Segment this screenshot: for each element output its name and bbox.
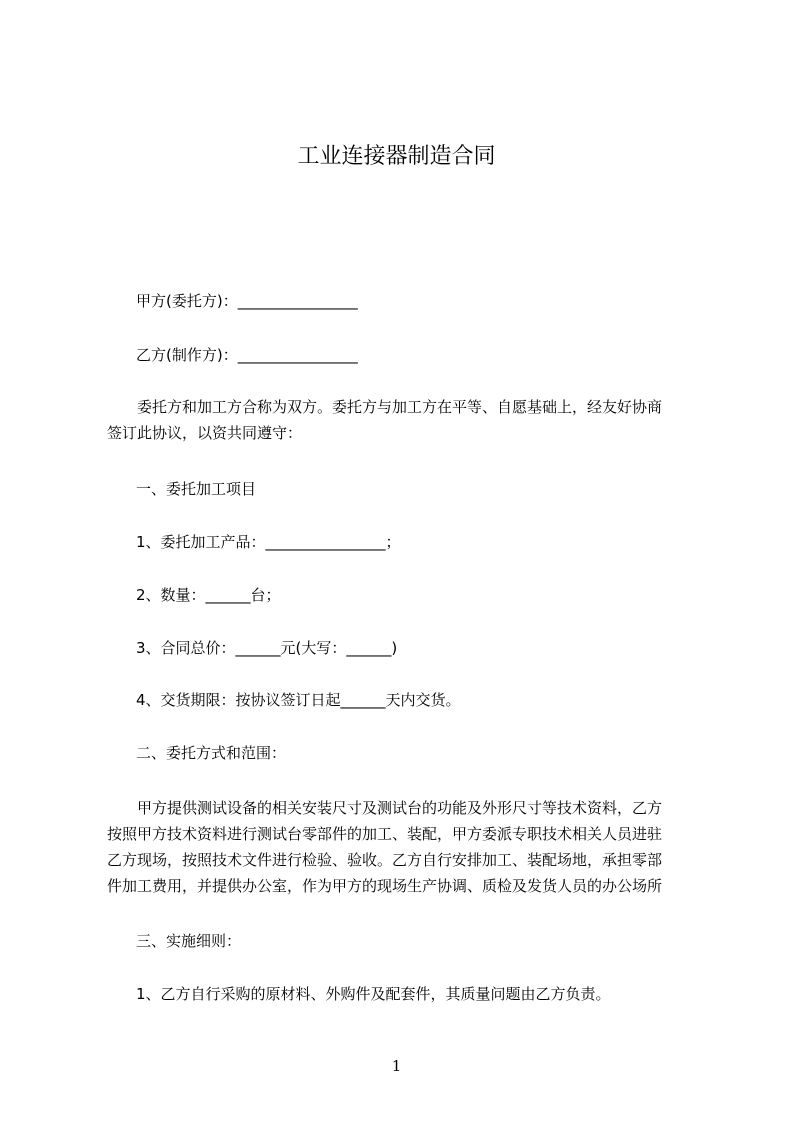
section-2-line-4: 件加工费用，并提供办公室，作为甲方的现场生产协调、质检及发货人员的办公场所 xyxy=(107,877,663,895)
section-2-line-2: 按照甲方技术资料进行测试台零部件的加工、装配，甲方委派专职技术相关人员进驻 xyxy=(107,825,663,843)
page-number: 1 xyxy=(391,1057,402,1075)
item-1-3: 3、合同总价：______元(大写：______) xyxy=(136,639,398,657)
section-3-heading: 三、实施细则： xyxy=(136,932,242,950)
intro-paragraph xyxy=(107,394,697,446)
intro-line-1: 委托方和加工方合称为双方。委托方与加工方在平等、自愿基础上，经友好协商 xyxy=(137,398,663,416)
document-title: 工业连接器制造合同 xyxy=(297,144,496,169)
section-2-line-3: 乙方现场，按照技术文件进行检验、验收。乙方自行安排加工、装配场地，承担零部 xyxy=(107,851,663,869)
item-1-4: 4、交货期限：按协议签订日起______天内交货。 xyxy=(136,691,461,709)
item-1-2: 2、数量：______台； xyxy=(136,586,281,604)
item-3-1: 1、乙方自行采购的原材料、外购件及配套件，其质量问题由乙方负责。 xyxy=(136,985,611,1003)
section-2-heading: 二、委托方式和范围： xyxy=(136,744,287,762)
party-a-line: 甲方(委托方)：________________ xyxy=(136,292,358,310)
section-1-heading: 一、委托加工项目 xyxy=(136,480,257,498)
section-2-body xyxy=(107,795,697,899)
party-b-line: 乙方(制作方)：________________ xyxy=(136,346,358,364)
intro-line-2: 签订此协议，以资共同遵守： xyxy=(107,424,303,442)
item-1-1: 1、委托加工产品：________________； xyxy=(136,533,401,551)
section-2-line-1: 甲方提供测试设备的相关安装尺寸及测试台的功能及外形尺寸等技术资料，乙方 xyxy=(137,799,663,817)
